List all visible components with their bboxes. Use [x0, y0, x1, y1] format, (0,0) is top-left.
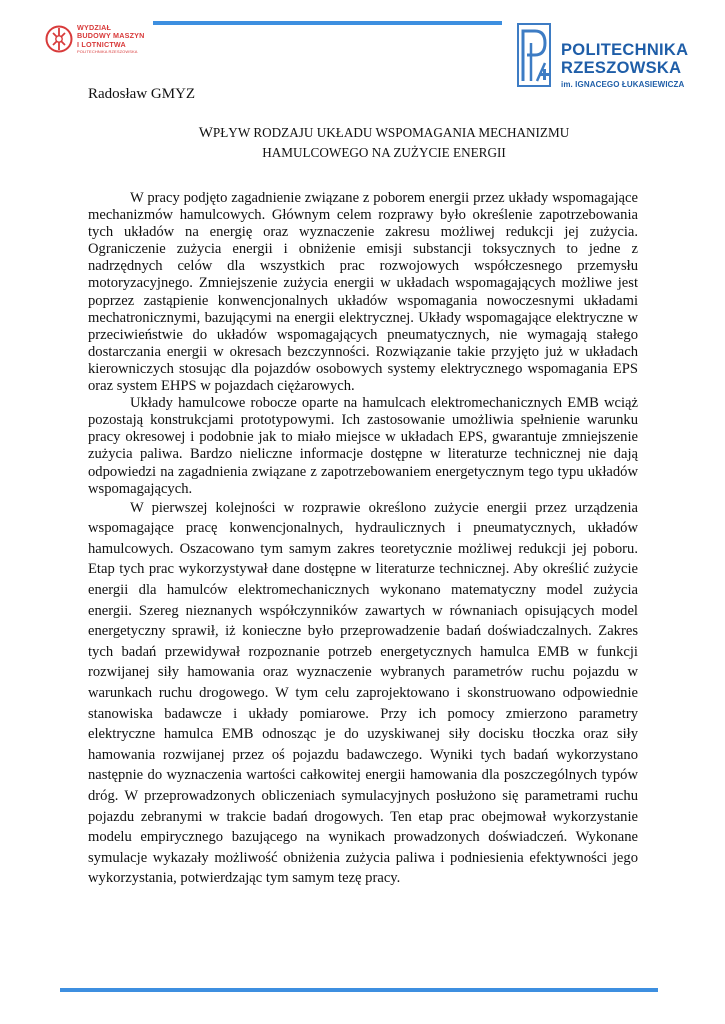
university-subtitle: im. IGNACEGO ŁUKASIEWICZA: [561, 80, 685, 89]
footer-rule: [60, 988, 658, 992]
faculty-name-line: WYDZIAŁ: [77, 23, 112, 32]
paragraph: Układy hamulcowe robocze oparte na hamulcach elektromechanicznych EMB wciąż pozostają konstrukcjami prototypowymi. Ich zastosowanie umożliwia spełnienie warunku pracy okresowej i podobnie jak to miało miejsce w układach EPS, gwarantuje zmniejszenie zużycia paliwa. Bardzo nieliczne informacje dostępne w literaturze technicznej nie dają odpowiedzi na zagadnienia związane z zapotrzebowaniem energetycznym tego typu układów wspomagających.: [88, 395, 638, 497]
title-line-1-rest: PŁYW RODZAJU UKŁADU WSPOMAGANIA MECHANIZMU: [212, 125, 570, 140]
university-name-line: POLITECHNIKA: [561, 41, 689, 59]
paragraph: W pracy podjęto zagadnienie związane z poborem energii przez układy wspomagające mechanizmów hamulcowych. Głównym celem rozprawy było określenie zapotrzebowania tych układów na energię oraz wyznaczenie zakresu możliwej redukcji jej zużycia. Ograniczenie zużycia energii i obniżenie emisji substancji toksycznych to jedne z nadrzędnych celów dla wszystkich prac rozwojowych współczesnego przemysłu motoryzacyjnego. Zmniejszenie zużycia energii w układach wspomagających możliwe jest poprzez zastąpienie konwencjonalnych układów wspomagania nowoczesnymi układami mechatronicznymi, bazującymi na energii elektrycznej. Układy wspomagające elektryczne w przeciwieństwie do układów wspomagających pneumatycznych, nie wymagają stałego dostarczania energii w okresach bezczynności. Rozwiązanie takie przyjęto już w układach kierowniczych stosując dla pojazdów osobowych systemy elektrycznego wspomagania EPS oraz system EHPS w pojazdach ciężarowych.: [88, 190, 638, 395]
title-line-2: HAMULCOWEGO NA ZUŻYCIE ENERGII: [262, 145, 506, 160]
faculty-university-line: POLITECHNIKA RZESZOWSKA: [77, 48, 138, 54]
title-initial: W: [198, 125, 213, 141]
document-title: [60, 123, 708, 163]
university-name-line: RZESZOWSKA: [561, 59, 682, 77]
faculty-name-line: I LOTNICTWA: [77, 39, 126, 49]
university-emblem-icon: [517, 23, 551, 87]
paragraph: W pierwszej kolejności w rozprawie określono zużycie energii przez urządzenia wspomagające pracę konwencjonalnych, hydraulicznych i pneumatycznych, układów hamulcowych. Oszacowano tym samym zakres teoretycznie możliwej redukcji jej poboru. Etap tych prac wykorzystywał dane dostępne w literaturze technicznej. Aby określić zużycie energii dla hamulców elektromechanicznych wykonano matematyczny model zużycia energii. Szereg nieznanych współczynników zawartych w równaniach opisujących model energetyczny sprawił, iż konieczne było przeprowadzenie badań doświadczalnych. Zakres tych badań przewidywał rozpoznanie potrzeb energetycznych hamulca EMB w funkcji rozwijanej siły hamowania oraz wyznaczenie wybranych parametrów ruchu pojazdu w warunkach ruchu drogowego. W tym celu zaprojektowano i skonstruowano odpowiednie stanowiska badawcze i układy pomiarowe. Przy ich pomocy zmierzono parametry elektryczne hamulca EMB odnosząc je do uzyskiwanej siły docisku tłoczka oraz siły hamowania rozwijanej przez oś pojazdu badawczego. Wyniki tych badań wykorzystano następnie do wyznaczenia wartości całkowitej energii hamowania dla poszczególnych typów dróg. W przeprowadzonych obliczeniach symulacyjnych posłużono się parametrami ruchu pojazdu zebranymi w trakcie badań drogowych. Ten etap prac obejmował wykorzystanie modelu empirycznego bazującego na wynikach prowadzonych doświadczeń. Wykonane symulacje wykazały możliwość obniżenia zużycia paliwa i podniesienia efektywności jego wykorzystania, potwierdzając tym samym tezę pracy.: [88, 499, 638, 887]
faculty-emblem-icon: [44, 24, 74, 54]
title-line-1: [60, 123, 708, 143]
author-name: Radosław GMYZ: [88, 86, 196, 102]
university-name: [561, 41, 688, 77]
abstract-body: [88, 190, 638, 889]
header-rule: [153, 21, 502, 25]
faculty-logo: [44, 22, 174, 62]
faculty-name-line: BUDOWY MASZYN: [77, 31, 145, 41]
university-logo: [517, 23, 717, 98]
faculty-name: [77, 24, 145, 55]
